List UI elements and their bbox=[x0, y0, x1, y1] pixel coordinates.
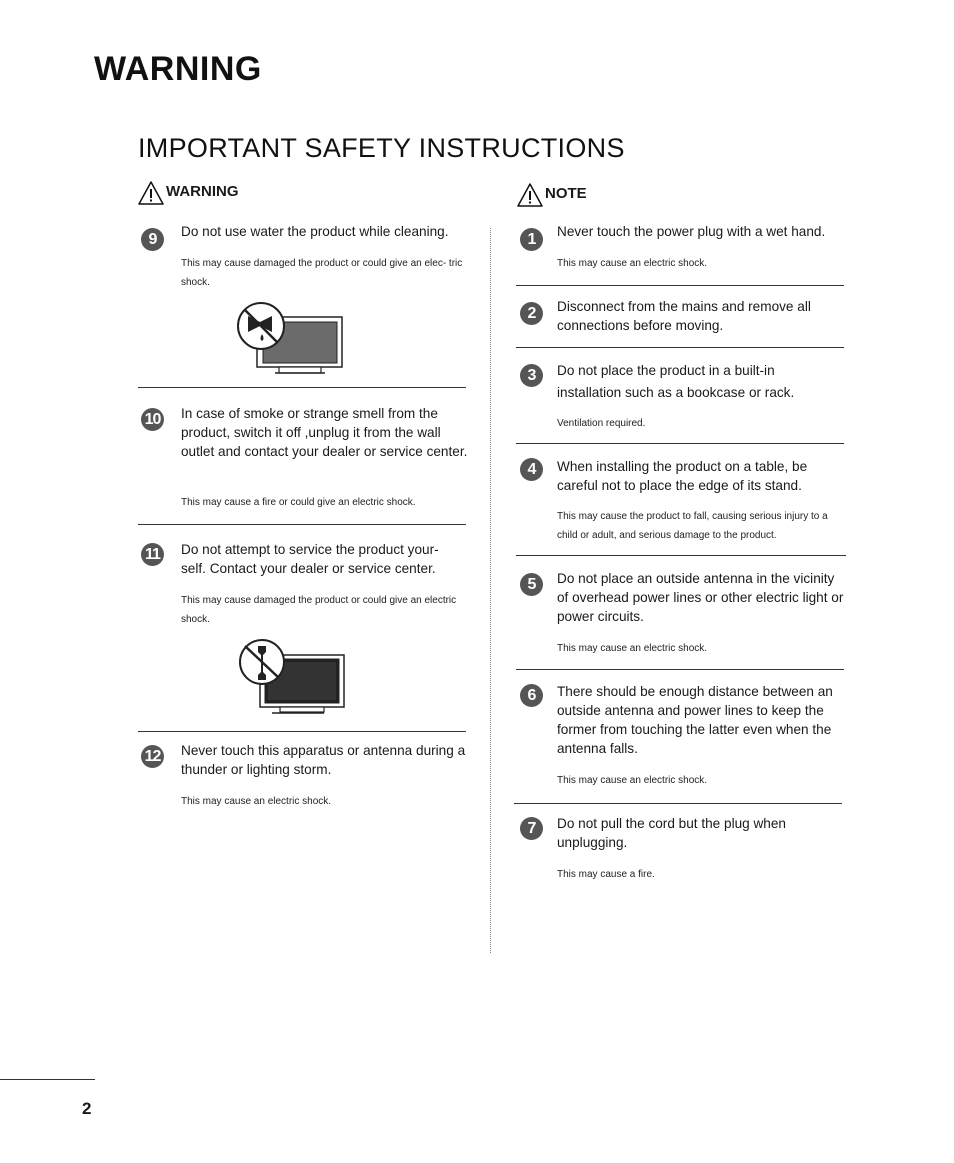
warning-heading-label: WARNING bbox=[166, 183, 239, 200]
item-number-badge: 7 bbox=[520, 817, 543, 840]
divider bbox=[516, 555, 846, 556]
item-note: This may cause a fire or could give an electric shock. bbox=[181, 497, 416, 508]
item-note: This may cause an electric shock. bbox=[557, 775, 708, 786]
item-note: This may cause damaged the product or could give an electric shock. bbox=[181, 595, 457, 625]
item-note: This may cause a fire. bbox=[557, 869, 655, 880]
divider bbox=[516, 443, 844, 444]
item-number-badge: 11 bbox=[141, 543, 164, 566]
divider bbox=[516, 669, 844, 670]
page-number: 2 bbox=[82, 1099, 92, 1118]
item-text: Disconnect from the mains and remove all connections before moving. bbox=[557, 299, 811, 333]
item-number-badge: 6 bbox=[520, 684, 543, 707]
item-text: Do not place the product in a built-in installation such as a bookcase or rack. bbox=[557, 363, 795, 400]
note-heading-label: NOTE bbox=[545, 185, 587, 202]
item-number-badge: 3 bbox=[520, 364, 543, 387]
item-number-badge: 9 bbox=[141, 228, 164, 251]
divider bbox=[138, 731, 466, 732]
column-divider bbox=[490, 228, 491, 953]
no-water-tv-illustration bbox=[235, 300, 347, 380]
divider bbox=[514, 803, 842, 804]
item-number-badge: 4 bbox=[520, 458, 543, 481]
item-text: Do not attempt to service the product your- self. Contact your dealer or service center. bbox=[181, 542, 439, 576]
item-text: Never touch this apparatus or antenna during a thunder or lighting storm. bbox=[181, 743, 466, 777]
item-note: This may cause the product to fall, causing serious injury to a child or adult, and serious damage to the product. bbox=[557, 511, 828, 541]
item-text: Do not pull the cord but the plug when unplugging. bbox=[557, 816, 786, 850]
item-number-badge: 1 bbox=[520, 228, 543, 251]
item-text: In case of smoke or strange smell from the product, switch it off ,unplug it from the wall outlet and contact your dealer or service center. bbox=[181, 406, 468, 459]
item-number-badge: 2 bbox=[520, 302, 543, 325]
divider bbox=[138, 387, 466, 388]
item-number-badge: 5 bbox=[520, 573, 543, 596]
divider bbox=[516, 347, 844, 348]
section-title: IMPORTANT SAFETY INSTRUCTIONS bbox=[138, 133, 625, 163]
note-heading bbox=[517, 182, 587, 208]
item-note: Ventilation required. bbox=[557, 418, 646, 429]
item-text: There should be enough distance between an outside antenna and power lines to keep the former from touching the latter even when the antenna falls. bbox=[557, 684, 833, 756]
item-note: This may cause an electric shock. bbox=[557, 258, 708, 269]
item-note: This may cause damaged the product or could give an elec- tric shock. bbox=[181, 258, 463, 288]
item-text: When installing the product on a table, be careful not to place the edge of its stand. bbox=[557, 459, 808, 493]
item-note: This may cause an electric shock. bbox=[557, 643, 708, 654]
item-number-badge: 12 bbox=[141, 745, 164, 768]
item-text: Never touch the power plug with a wet hand. bbox=[557, 224, 826, 239]
divider bbox=[138, 524, 466, 525]
item-text: Do not place an outside antenna in the vicinity of overhead power lines or other electric light or power circuits. bbox=[557, 571, 844, 624]
divider bbox=[516, 285, 844, 286]
no-service-tv-illustration bbox=[236, 638, 348, 718]
footer-rule bbox=[0, 1079, 95, 1080]
warning-triangle-icon bbox=[517, 182, 543, 208]
item-text: Do not use water the product while cleaning. bbox=[181, 224, 449, 239]
warning-triangle-icon bbox=[138, 180, 164, 206]
item-number-badge: 10 bbox=[141, 408, 164, 431]
item-note: This may cause an electric shock. bbox=[181, 796, 332, 807]
page-title: WARNING bbox=[94, 50, 262, 88]
warning-heading bbox=[138, 180, 239, 206]
